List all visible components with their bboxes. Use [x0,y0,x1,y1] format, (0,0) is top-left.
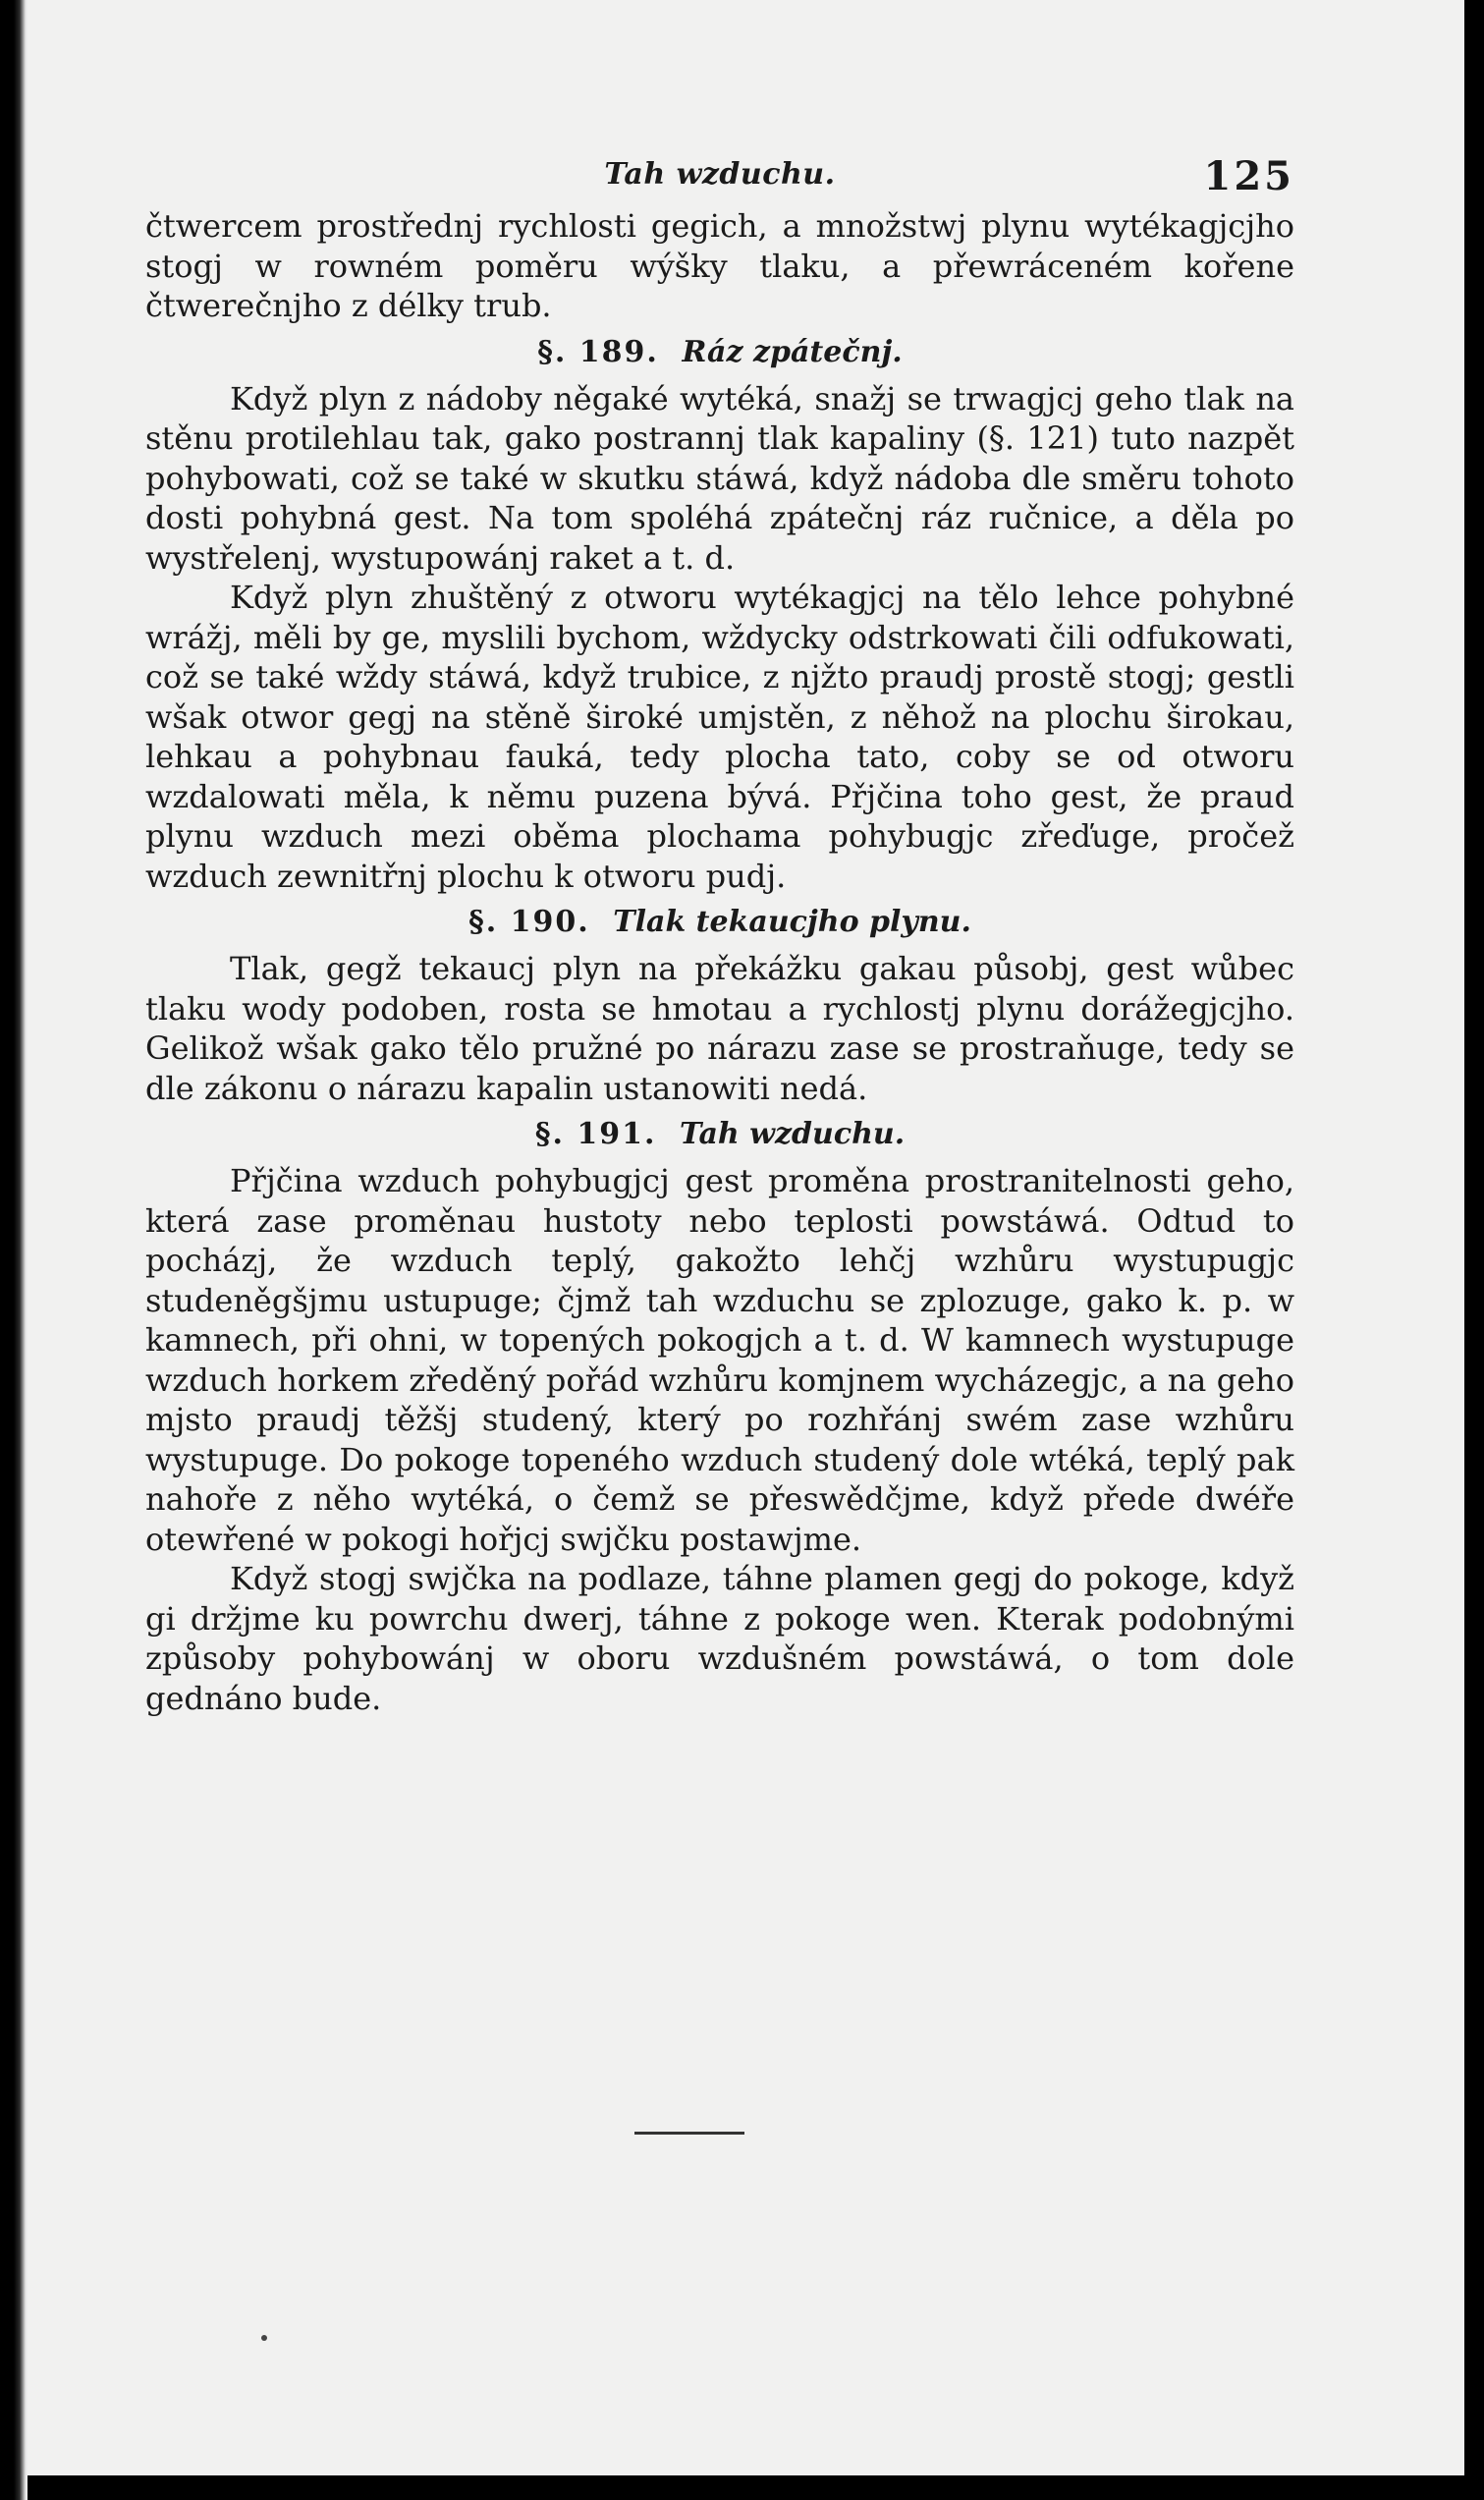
section-190 [145,896,1294,1108]
section-title: Ráz zpátečnj. [682,334,903,369]
paragraph: Když stogj swjčka na podlaze, táhne plamen gegj do pokoge, když gi držjme ku powrchu dwerj, táhne z pokoge wen. Kterak podobnými způsoby pohybowánj w oboru wzdušném powstáwá, o tom dole gednáno bude. [145,1560,1294,1717]
book-page [27,0,1464,2475]
section-189 [145,326,1294,897]
scan-dark-margin [0,0,27,2500]
running-title: Tah wzduchu. [604,157,836,192]
section-heading [145,896,1294,949]
page-text-block [145,147,1294,1718]
section-title: Tah wzduchu. [680,1117,906,1151]
paragraph: Když plyn zhuštěný z otworu wytékagjcj na tělo lehce pohybné wrážj, měli by ge, myslili bychom, wždycky odstrkowati čili odfukowati, což se také wždy stáwá, když trubice, z njžto praudj prostě stogj; gestli wšak otwor gegj na stěně široké umjstěn, z něhož na plochu širokau, lehkau a pohybnau fauká, tedy plocha tato, coby se od otworu wzdalowati měla, k němu puzena bývá. Přjčina toho gest, že praud plynu wzduch mezi oběma plochama pohybugjc zřeďuge, pročež wzduch zewnitřnj plochu k otworu pudj. [145,579,1294,895]
section-number: §. 190. [468,905,590,939]
running-header [145,147,1294,206]
continued-paragraph: čtwercem prostřednj rychlosti gegich, a množstwj plynu wytékagjcjho stogj w rowném poměru wýšky tlaku, a přewráceném kořene čtwerečnjho z délky trub. [145,207,1294,324]
section-title: Tlak tekaucjho plynu. [613,905,971,939]
paragraph: Přjčina wzduch pohybugjcj gest proměna prostranitelnosti geho, která zase proměnau hustoty nebo teplosti powstáwá. Odtud to pocházj, že wzduch teplý, gakožto lehčj wzhůru wystupugjc studeněgšjmu ustupuge; čjmž tah wzduchu se zplozuge, gako k. p. w kamnech, při ohni, w topených pokogjch a t. d. W kamnech wystupuge wzduch horkem zředěný pořád wzhůru komjnem wycházegjc, a na geho mjsto praudj těžšj studený, který po rozhřánj swém zase wzhůru wystupuge. Do pokoge topeného wzduch studený dole wtéká, teplý pak nahoře z něho wytéká, o čemž se přeswědčjme, když přede dwéře otewřené w pokogi hořjcj swjčku postawjme. [145,1162,1294,1558]
section-191 [145,1108,1294,1718]
end-rule-divider [634,2132,744,2135]
section-number: §. 191. [534,1117,657,1151]
paragraph: Když plyn z nádoby něgaké wytéká, snažj se trwagjcj geho tlak na stěnu protilehlau tak, gako postrannj tlak kapaliny (§. 121) tuto nazpět pohybowati, což se také w skutku stáwá, když nádoba dle směru tohoto dosti pohybná gest. Na tom spoléhá zpátečnj ráz ručnice, a děla po wystřelenj, wystupowánj raket a t. d. [145,379,1294,577]
page-number: 125 [1203,153,1294,199]
print-speck [261,2335,267,2341]
section-heading [145,326,1294,379]
section-heading [145,1108,1294,1161]
paragraph: Tlak, gegž tekaucj plyn na překážku gakau působj, gest wůbec tlaku wody podoben, rosta se hmotau a rychlostj plynu dorážegjcjho. Gelikož wšak gako tělo pružné po nárazu zase se prostraňuge, tedy se dle zákonu o nárazu kapalin ustanowiti nedá. [145,950,1294,1107]
section-number: §. 189. [537,334,659,369]
